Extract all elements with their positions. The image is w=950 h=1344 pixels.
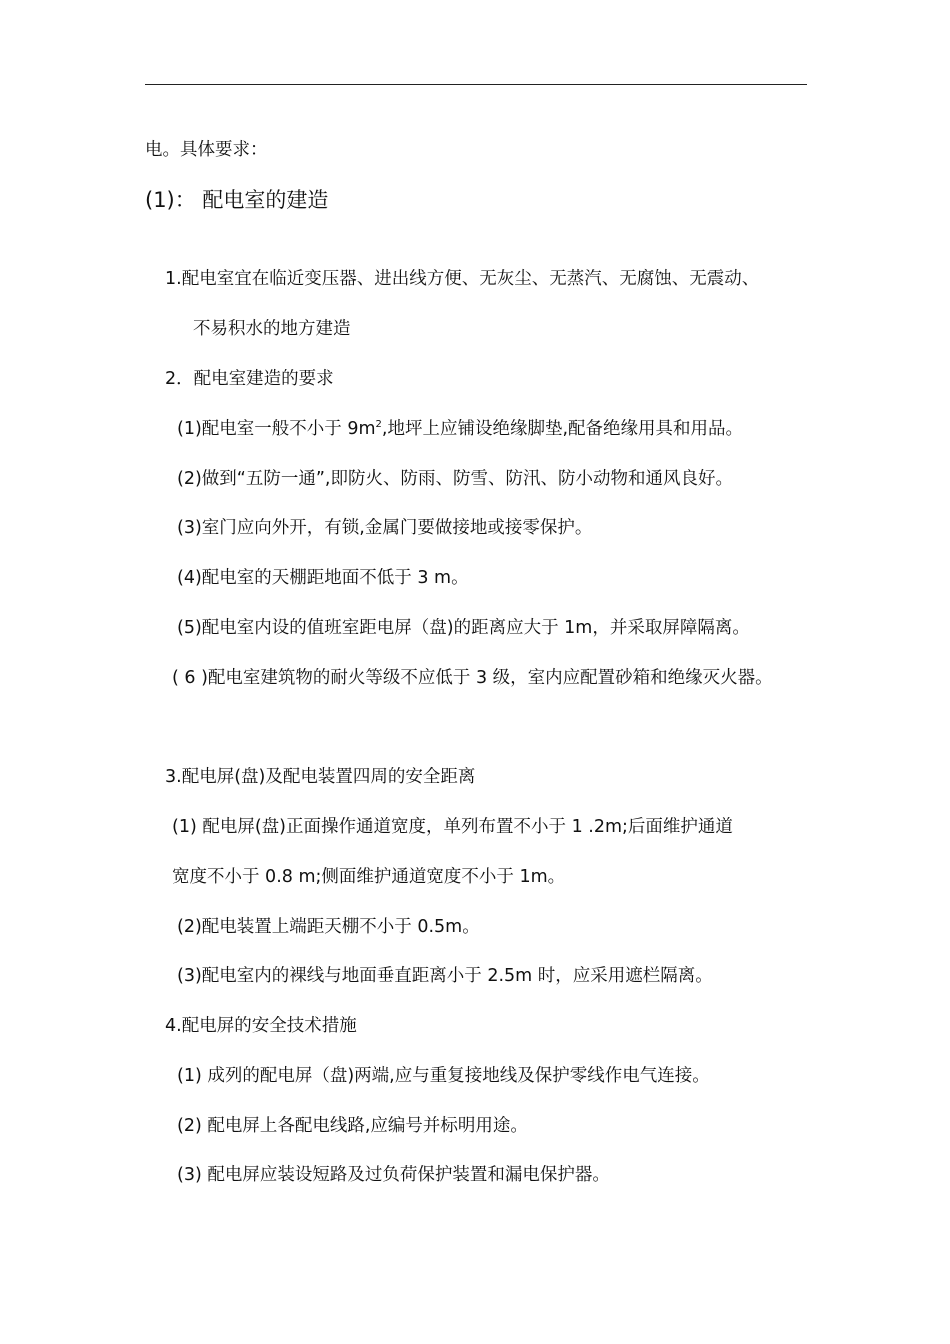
- intro-text: 电。具体要求：: [145, 140, 268, 160]
- item-3-2: (2)配电装置上端距天棚不小于 0.5m。: [177, 917, 480, 937]
- item-2-5: (5)配电室内设的值班室距电屏（盘)的距离应大于 1m，并采取屏障隔离。: [177, 618, 750, 638]
- item-1-line-1: 1.配电室宜在临近变压器、进出线方便、无灰尘、无蒸汽、无腐蚀、无震动、: [165, 269, 760, 289]
- item-1-line-2: 不易积水的地方建造: [193, 319, 351, 339]
- item-3-3: (3)配电室内的裸线与地面垂直距离小于 2.5m 时，应采用遮栏隔离。: [177, 966, 713, 986]
- item-4-2: (2) 配电屏上各配电线路,应编号并标明用途。: [177, 1116, 528, 1136]
- section-heading: (1)： 配电室的建造: [145, 188, 329, 212]
- item-3-1-line-1: (1) 配电屏(盘)正面操作通道宽度，单列布置不小于 1 .2m;后面维护通道: [172, 817, 733, 837]
- header-rule: [145, 84, 807, 85]
- item-4-title: 4.配电屏的安全技术措施: [165, 1016, 357, 1036]
- item-2-4: (4)配电室的天棚距地面不低于 3 m。: [177, 568, 469, 588]
- item-2-6: ( 6 )配电室建筑物的耐火等级不应低于 3 级，室内应配置砂箱和绝缘灭火器。: [172, 668, 773, 688]
- item-2-title: 2．配电室建造的要求: [165, 369, 334, 389]
- item-2-1: (1)配电室一般不小于 $9m^2$,地坪上应铺设绝缘脚垫,配备绝缘用具和用品。: [177, 419, 744, 439]
- item-4-1: (1) 成列的配电屏（盘)两端,应与重复接地线及保护零线作电气连接。: [177, 1066, 710, 1086]
- item-4-3: (3) 配电屏应装设短路及过负荷保护装置和漏电保护器。: [177, 1165, 610, 1185]
- item-3-title: 3.配电屏(盘)及配电装置四周的安全距离: [165, 767, 476, 787]
- item-2-3: (3)室门应向外开，有锁,金属门要做接地或接零保护。: [177, 518, 593, 538]
- item-2-2: (2)做到“五防一通”,即防火、防雨、防雪、防汛、防小动物和通风良好。: [177, 469, 733, 489]
- item-3-1-line-2: 宽度不小于 0.8 m;侧面维护通道宽度不小于 1m。: [172, 867, 566, 887]
